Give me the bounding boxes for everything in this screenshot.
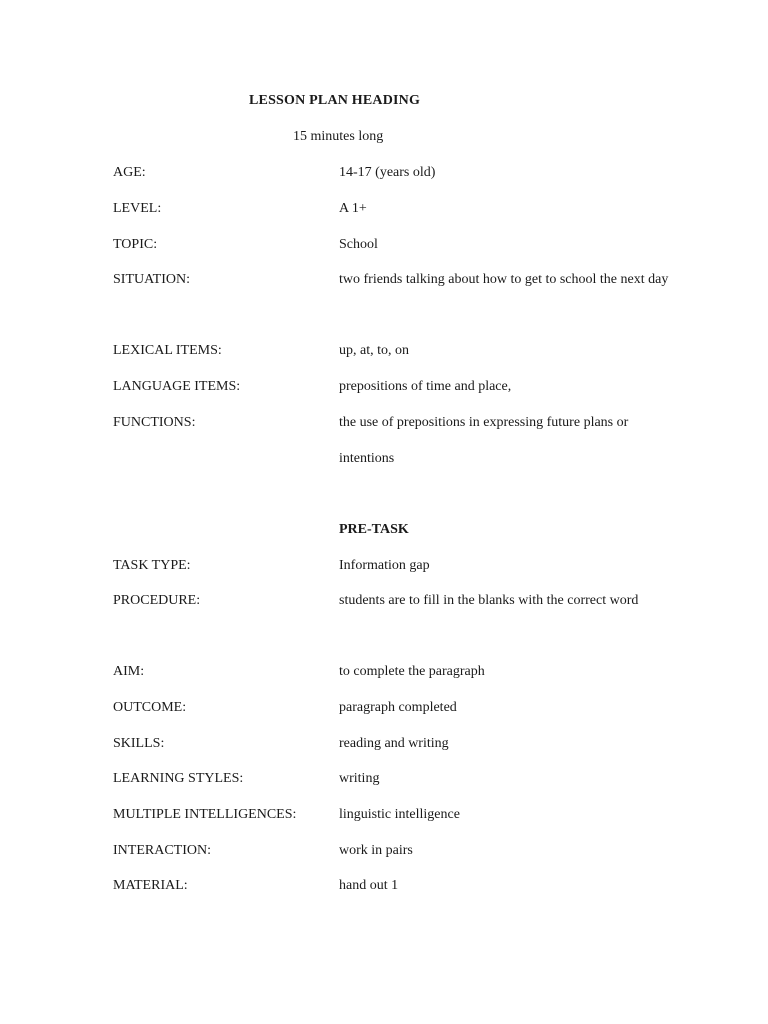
field-value: reading and writing	[339, 736, 449, 751]
field-value: A 1+	[339, 201, 367, 216]
field-label: INTERACTION:	[113, 843, 211, 858]
field-label: LANGUAGE ITEMS:	[113, 379, 241, 394]
field-value: students are to fill in the blanks with the correct word	[339, 593, 639, 608]
field-value: Information gap	[339, 558, 430, 573]
field-label: LEVEL:	[113, 201, 162, 216]
field-label: TOPIC:	[113, 237, 158, 252]
field-label: SKILLS:	[113, 736, 165, 751]
field-label: SITUATION:	[113, 272, 190, 287]
field-value: School	[339, 237, 378, 252]
field-label: MATERIAL:	[113, 878, 188, 893]
page-subtitle: 15 minutes long	[293, 129, 384, 144]
field-label: MULTIPLE INTELLIGENCES:	[113, 807, 297, 822]
field-value: linguistic intelligence	[339, 807, 460, 822]
section-heading-pre-task: PRE-TASK	[339, 522, 409, 537]
field-value: work in pairs	[339, 843, 413, 858]
field-label: AIM:	[113, 664, 145, 679]
field-value: the use of prepositions in expressing future plans or intentions	[339, 415, 629, 466]
field-label: PROCEDURE:	[113, 593, 201, 608]
field-value: 14-17 (years old)	[339, 165, 436, 180]
field-value: prepositions of time and place,	[339, 379, 512, 394]
field-label: LEXICAL ITEMS:	[113, 343, 222, 358]
field-value: writing	[339, 771, 380, 786]
page-title: LESSON PLAN HEADING	[249, 93, 421, 108]
field-label: FUNCTIONS:	[113, 415, 196, 430]
field-label: AGE:	[113, 165, 146, 180]
field-value: hand out 1	[339, 878, 399, 893]
field-value: to complete the paragraph	[339, 664, 485, 679]
field-value: up, at, to, on	[339, 343, 409, 358]
field-value: two friends talking about how to get to school the next day	[339, 272, 669, 287]
field-label: OUTCOME:	[113, 700, 187, 715]
field-label: TASK TYPE:	[113, 558, 191, 573]
field-label: LEARNING STYLES:	[113, 771, 244, 786]
field-value: paragraph completed	[339, 700, 457, 715]
